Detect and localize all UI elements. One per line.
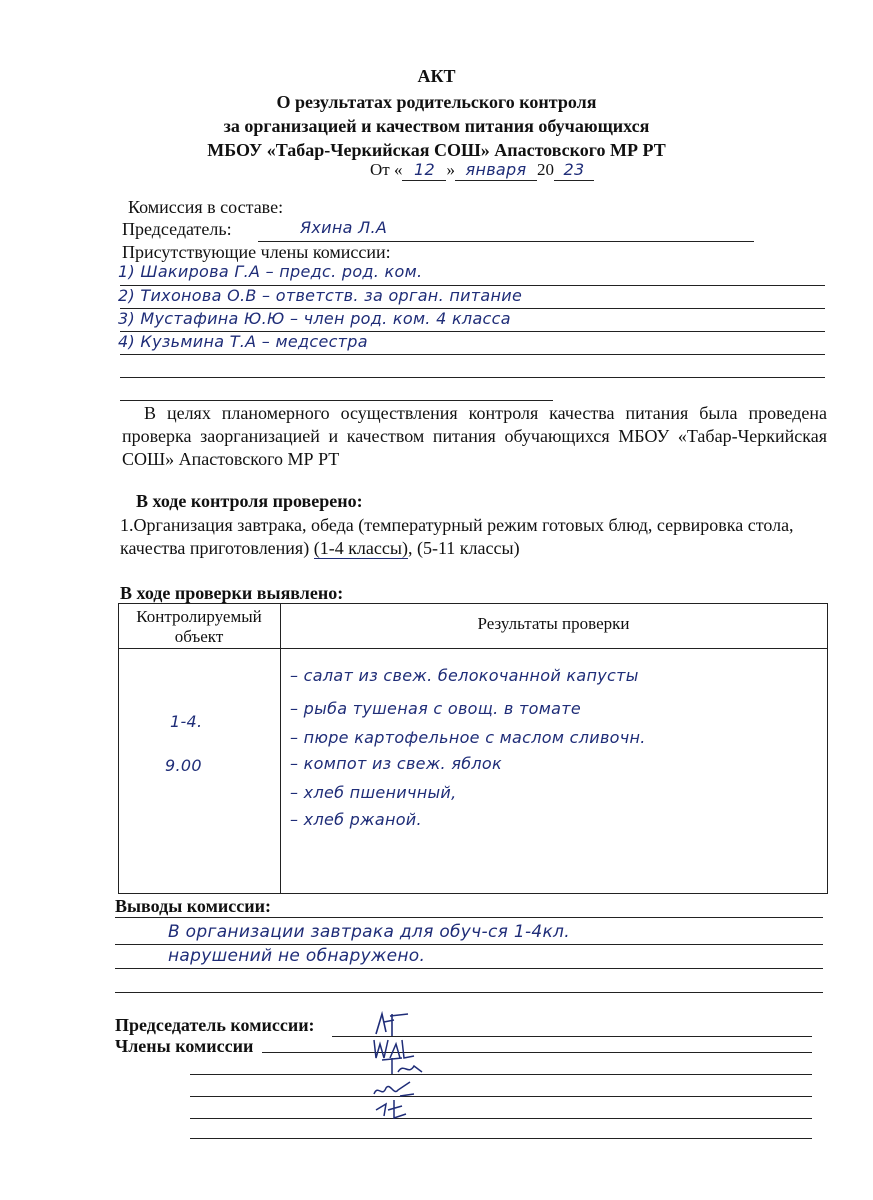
doc-title: АКТ (417, 66, 456, 86)
member-signature (372, 1096, 416, 1120)
result-item: – салат из свеж. белокочанной капусты (290, 666, 639, 685)
table-border (118, 603, 828, 604)
date-day: 12 (402, 160, 446, 181)
object-time: 9.00 (165, 756, 202, 775)
member-line: 3) Мустафина Ю.Ю – член род. ком. 4 класса (118, 309, 511, 328)
member-line: 2) Тихонова О.В – ответств. за орган. питание (118, 286, 523, 305)
member-underline (120, 400, 553, 401)
intro-paragraph: В целях планомерного осуществления контроля качества питания была проведена проверка заорганизацией и качеством питания обучающихся МБОУ «Табар-Черкийская СОШ» Апастовского МР РТ (122, 403, 827, 469)
date-month: января (455, 160, 537, 181)
signature-underline (190, 1118, 812, 1119)
date-year-prefix: 20 (536, 160, 554, 179)
checked-item-text: 1.Организация завтрака, обеда (температурный режим готовых блюд, сервировка стола, качества приготовления) (120, 515, 794, 558)
conclusions-heading: Выводы комиссии: (115, 896, 271, 916)
result-item: – хлеб ржаной. (290, 810, 422, 829)
table-border (118, 893, 828, 894)
checked-item (120, 514, 828, 560)
signature-underline (262, 1052, 812, 1053)
checked-heading: В ходе контроля проверено: (136, 491, 363, 511)
member-underline (120, 354, 825, 355)
doc-subtitle-3: МБОУ «Табар-Черкийская СОШ» Апастовского МР РТ (207, 140, 666, 160)
conclusion-underline (115, 968, 823, 969)
checked-classes-a: (1-4 классы) (313, 538, 408, 558)
date-year-suffix: 23 (554, 160, 594, 181)
signature-underline (190, 1096, 812, 1097)
chair-name: Яхина Л.А (300, 218, 388, 237)
member-underline (120, 377, 825, 378)
date-mid: » (446, 160, 455, 179)
conclusion-underline (115, 917, 823, 918)
result-item: – рыба тушеная с овощ. в томате (290, 699, 581, 718)
member-line: 1) Шакирова Г.А – предс. род. ком. (118, 262, 423, 281)
table-header-results: Результаты проверки (477, 614, 630, 633)
table-border (280, 603, 281, 893)
checked-classes-b: , (5-11 классы) (407, 538, 520, 558)
members-label: Присутствующие члены комиссии: (122, 242, 391, 262)
table-header-object: Контролируемый объект (136, 607, 262, 646)
table-border (118, 648, 828, 649)
chair-label: Председатель: (122, 219, 232, 239)
table-border (827, 603, 828, 893)
member-signature (378, 1054, 428, 1078)
result-item: – пюре картофельное с маслом сливочн. (290, 728, 646, 747)
result-item: – компот из свеж. яблок (290, 754, 502, 773)
signature-underline (190, 1074, 812, 1075)
result-item: – хлеб пшеничный, (290, 783, 457, 802)
doc-subtitle-1: О результатах родительского контроля (276, 92, 597, 112)
member-line: 4) Кузьмина Т.А – медсестра (118, 332, 368, 351)
date-line (370, 160, 594, 181)
commission-label: Комиссия в составе: (128, 197, 284, 217)
conclusion-underline (115, 944, 823, 945)
members-signature-label: Члены комиссии (115, 1036, 254, 1056)
findings-heading: В ходе проверки выявлено: (120, 583, 344, 603)
date-prefix: От « (370, 160, 403, 179)
conclusion-line: В организации завтрака для обуч-ся 1-4кл. (168, 922, 570, 942)
object-class: 1-4. (170, 712, 203, 731)
signature-underline (190, 1138, 812, 1139)
doc-subtitle-2: за организацией и качеством питания обучающихся (223, 116, 650, 136)
conclusion-line: нарушений не обнаружено. (168, 946, 426, 966)
conclusion-underline (115, 992, 823, 993)
chair-signature-label: Председатель комиссии: (115, 1015, 315, 1035)
